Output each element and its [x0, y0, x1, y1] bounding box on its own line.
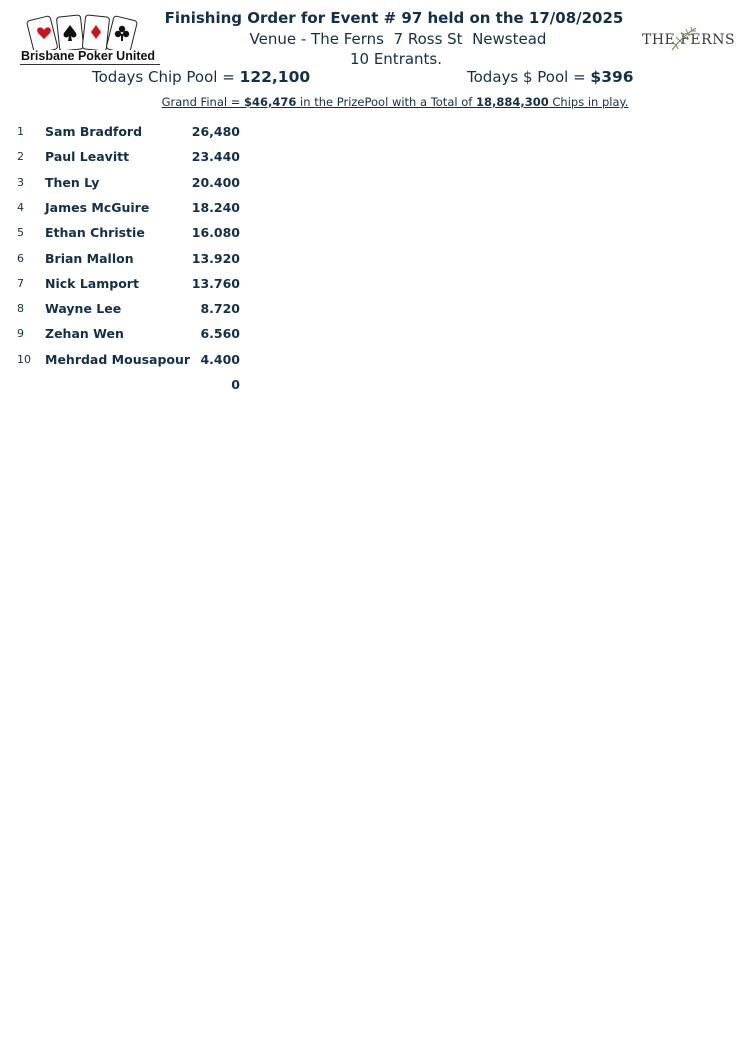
grand-final-total-chips: 18,884,300 [475, 95, 549, 109]
result-player-name: Then Ly [45, 174, 100, 190]
result-position: 2 [17, 150, 24, 164]
result-player-name: James McGuire [45, 199, 150, 215]
result-total-row [0, 373, 260, 393]
result-row [0, 272, 260, 292]
logo-right-text: THE FERNS [642, 32, 736, 48]
result-row [0, 247, 260, 267]
result-row [0, 120, 260, 140]
chip-pool [92, 68, 310, 86]
grand-final-middle: in the PrizePool with a Total of [296, 95, 476, 109]
result-chip-count: 13.760 [191, 275, 240, 291]
result-position: 3 [17, 175, 24, 189]
result-row [0, 196, 260, 216]
result-chip-count: 20.400 [191, 174, 240, 190]
result-row [0, 145, 260, 165]
result-player-name: Zehan Wen [45, 326, 124, 342]
result-row [0, 322, 260, 342]
entrants-count: 10 Entrants. [349, 50, 443, 68]
chip-pool-value: 122,100 [239, 68, 311, 86]
result-player-name: Mehrdad Mousapour [45, 351, 191, 367]
result-row [0, 171, 260, 191]
result-chip-count: 13.920 [191, 250, 240, 266]
result-position: 9 [17, 327, 24, 341]
result-chip-count: 0 [231, 377, 240, 392]
grand-final-prize-pool: $46,476 [244, 95, 297, 109]
dollar-pool-value: $396 [590, 68, 634, 86]
grand-final-suffix: Chips in play. [548, 95, 629, 109]
dollar-pool-label: Todays $ Pool = [467, 68, 591, 86]
result-chip-count: 18.240 [191, 199, 240, 215]
result-player-name: Nick Lamport [45, 275, 139, 291]
result-position: 5 [17, 226, 24, 240]
result-chip-count: 8.720 [200, 301, 240, 317]
result-position: 4 [17, 200, 24, 214]
result-chip-count: 6.560 [200, 326, 240, 342]
grand-final-summary [0, 95, 748, 109]
event-title: Finishing Order for Event # 97 held on the 17/08/2025 [164, 9, 624, 27]
venue-line: Venue - The Ferns 7 Ross St Newstead [249, 30, 547, 48]
result-position: 7 [17, 276, 24, 290]
result-row [0, 348, 260, 368]
result-chip-count: 16.080 [191, 225, 240, 241]
dollar-pool [467, 68, 634, 86]
result-position: 10 [17, 352, 31, 366]
result-row [0, 297, 260, 317]
result-chip-count: 4.400 [200, 351, 240, 367]
result-position: 6 [17, 251, 24, 265]
result-position: 1 [17, 125, 24, 138]
logo-left-text: Brisbane Poker United [21, 49, 156, 63]
result-position: 8 [17, 302, 24, 316]
result-player-name: Ethan Christie [45, 225, 145, 241]
chip-pool-label: Todays Chip Pool = [92, 68, 240, 86]
result-row [0, 221, 260, 241]
result-player-name: Paul Leavitt [45, 149, 130, 165]
result-chip-count: 26,480 [191, 124, 240, 139]
result-chip-count: 23.440 [191, 149, 240, 165]
result-player-name: Brian Mallon [45, 250, 134, 266]
grand-final-prefix: Grand Final = [161, 95, 245, 109]
result-player-name: Wayne Lee [45, 301, 122, 317]
result-player-name: Sam Bradford [45, 124, 143, 139]
